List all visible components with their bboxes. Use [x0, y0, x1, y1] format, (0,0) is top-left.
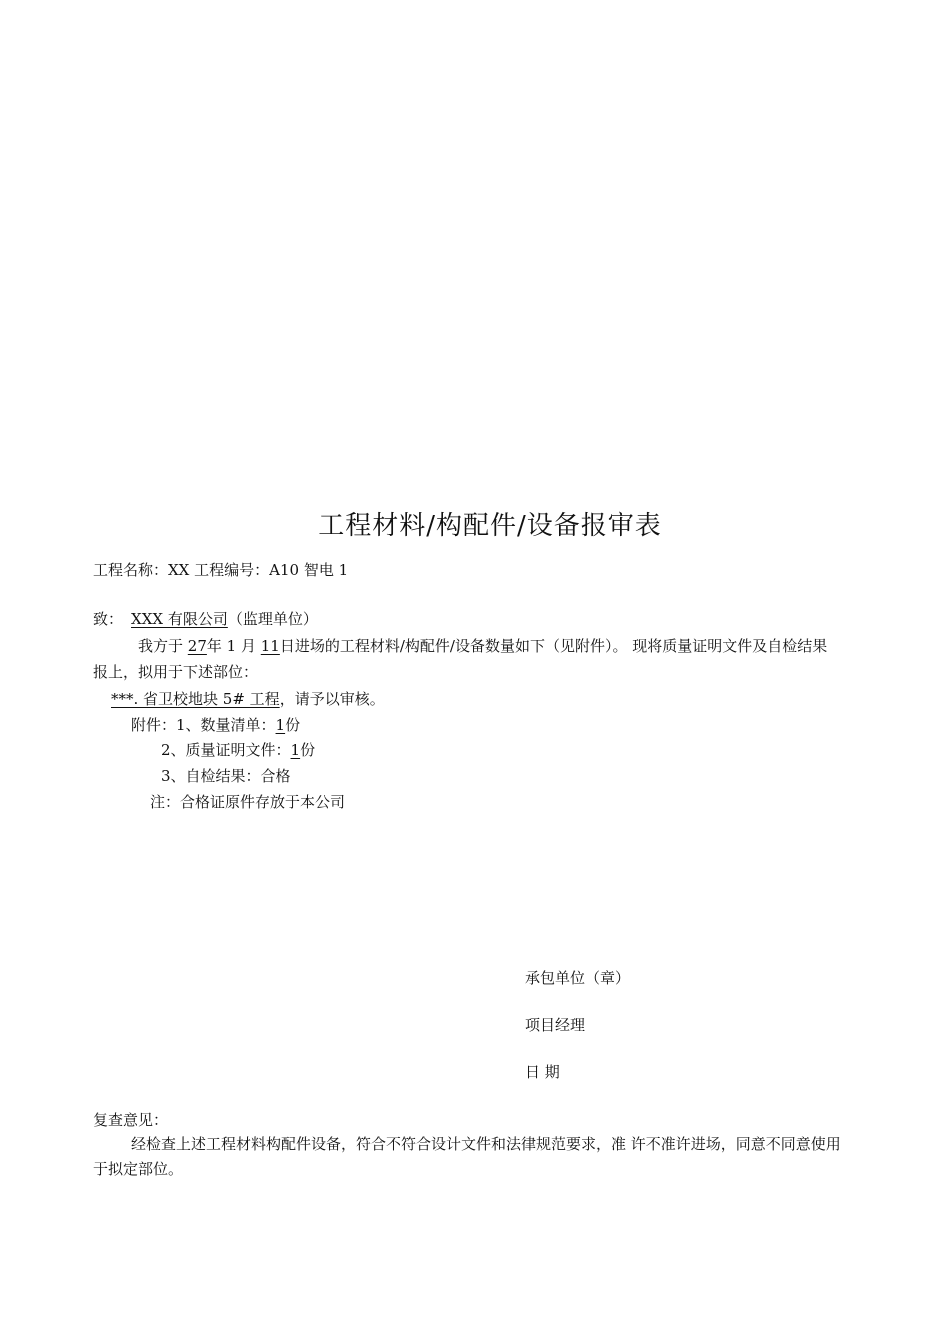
attachment-3: 3、自检结果：合格 — [161, 767, 291, 785]
review-line-1: 经检查上述工程材料构配件设备，符合不符合设计文件和法律规范要求，准 许不准许进场，同意不同意使用 — [131, 1135, 841, 1153]
contractor-seal-label: 承包单位（章） — [525, 969, 631, 987]
page-title: 工程材料/构配件/设备报审表 — [318, 511, 662, 541]
project-info: 工程名称：XX 工程编号：A10 智电 1 — [93, 561, 349, 579]
location-text: ***. 省卫校地块 5# 工程 — [111, 690, 280, 708]
attachment-2: 2、质量证明文件：1份 — [161, 741, 316, 759]
statement-line-2: 报上，拟用于下述部位： — [93, 663, 259, 681]
attachment-2-count: 1 — [290, 741, 301, 759]
statement-line-1: 我方于 27年 1 月 11日进场的工程材料/构配件/设备数量如下（见附件）。 现将质量证明文件及自检结果 — [138, 637, 828, 655]
supervisor-company: XXX 有限公司 — [131, 610, 228, 628]
to-label: 致： — [93, 610, 124, 628]
note: 注：合格证原件存放于本公司 — [150, 793, 346, 811]
review-label: 复查意见： — [93, 1111, 169, 1129]
date-label: 日 期 — [525, 1063, 560, 1081]
review-line-2: 于拟定部位。 — [93, 1160, 184, 1178]
attachment-1-count: 1 — [275, 716, 286, 734]
addressee-line — [93, 609, 318, 629]
project-manager-label: 项目经理 — [525, 1016, 586, 1034]
usage-location: ***. 省卫校地块 5# 工程，请予以审核。 — [111, 690, 385, 708]
entry-year: 27 — [187, 637, 207, 655]
entry-day: 11 — [260, 637, 280, 655]
attachment-1: 附件：1、数量清单：1份 — [131, 716, 301, 734]
supervisor-suffix: （监理单位） — [227, 610, 318, 628]
